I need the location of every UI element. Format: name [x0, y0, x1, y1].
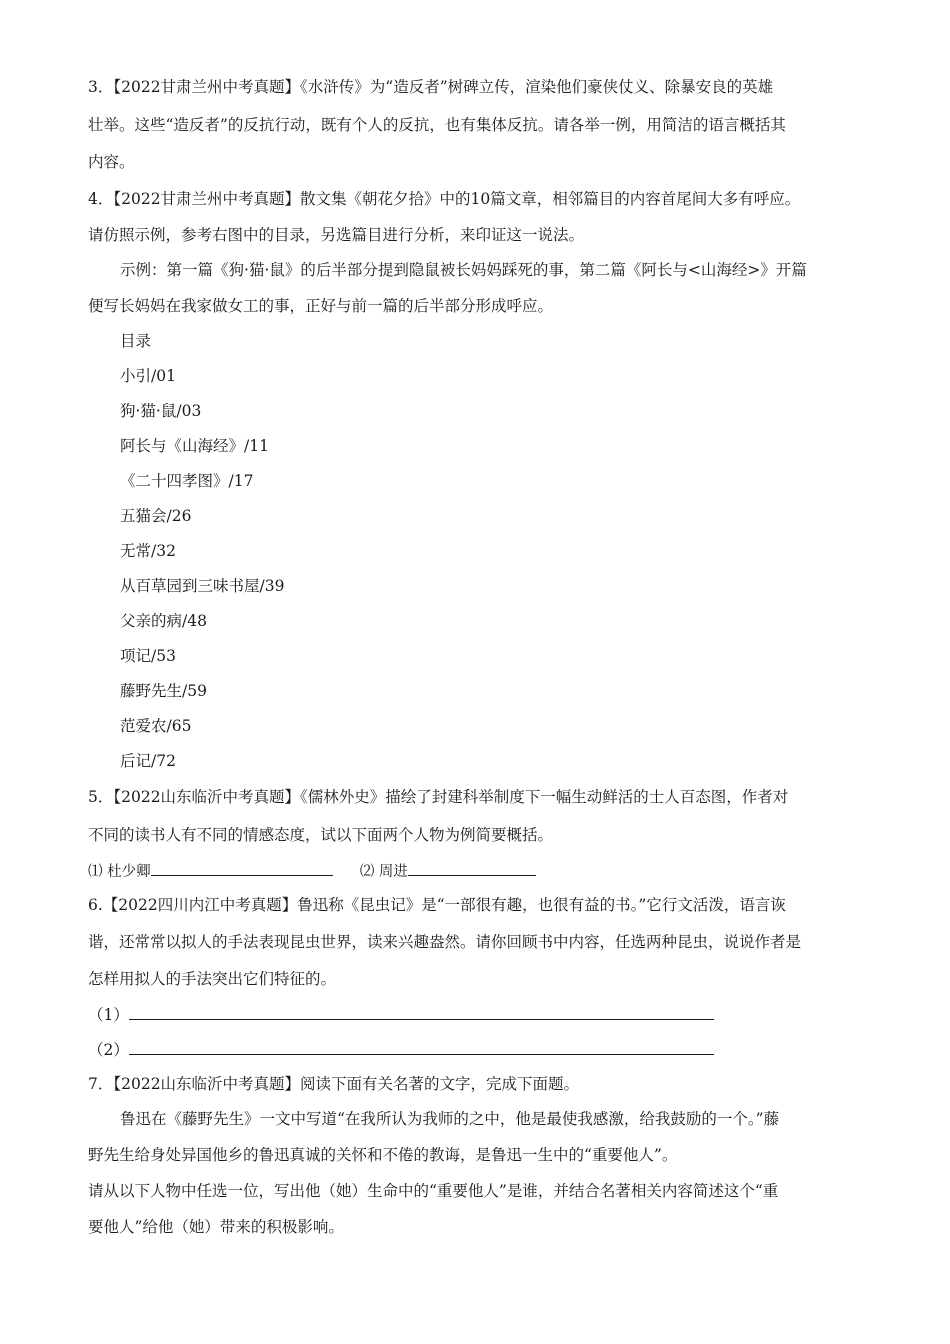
q7-prompt-line-2: 要他人”给他（她）带来的积极影响。	[88, 1218, 344, 1236]
q7-passage-line-2: 野先生给身处异国他乡的鲁迅真诚的关怀和不倦的教诲，是鲁迅一生中的“重要他人”。	[88, 1146, 678, 1164]
q5-answer-line	[88, 860, 868, 882]
q6-answer-line-1	[88, 1004, 868, 1025]
q5-line-1: 5．【2022山东临沂中考真题】《儒林外史》描绘了封建科举制度下一幅生动鲜活的士人百态图，作者对	[88, 788, 789, 806]
q6-answer-blank-1[interactable]	[129, 1004, 714, 1020]
q6-answer-label-2: （2）	[88, 1041, 129, 1059]
toc-item: 项记/53	[120, 647, 176, 665]
q6-line-1: 6.【2022四川内江中考真题】鲁迅称《昆虫记》是“一部很有趣，也很有益的书。”它行文活泼，语言诙	[88, 896, 786, 914]
q7-prompt-line-1: 请从以下人物中任选一位，写出他（她）生命中的“重要他人”是谁，并结合名著相关内容简述这个“重	[88, 1182, 779, 1200]
toc-item: 后记/72	[120, 752, 176, 770]
toc-item: 阿长与《山海经》/11	[120, 437, 269, 455]
toc-item: 范爱农/65	[120, 717, 192, 735]
q6-answer-blank-2[interactable]	[129, 1039, 714, 1055]
toc-item: 五猫会/26	[120, 507, 192, 525]
q6-line-2: 谐，还常常以拟人的手法表现昆虫世界，读来兴趣盎然。请你回顾书中内容，任选两种昆虫，说说作者是	[88, 933, 802, 951]
toc-item: 无常/32	[120, 542, 176, 560]
q6-answer-line-2	[88, 1039, 868, 1060]
q4-example-line-1: 示例：第一篇《狗·猫·鼠》的后半部分提到隐鼠被长妈妈踩死的事，第二篇《阿长与<山海经>》开篇	[120, 261, 807, 279]
q3-line-1: 3．【2022甘肃兰州中考真题】《水浒传》为“造反者”树碑立传，渲染他们豪侠仗义、除暴安良的英雄	[88, 78, 774, 96]
toc-item: 狗·猫·鼠/03	[120, 402, 202, 420]
q7-line-1: 7．【2022山东临沂中考真题】阅读下面有关名著的文字，完成下面题。	[88, 1075, 580, 1093]
toc-item: 小引/01	[120, 367, 176, 385]
q5-line-2: 不同的读书人有不同的情感态度，试以下面两个人物为例简要概括。	[88, 826, 554, 844]
q4-line-1: 4．【2022甘肃兰州中考真题】散文集《朝花夕拾》中的10篇文章，相邻篇目的内容首尾间大多有呼应。	[88, 190, 801, 208]
toc-title: 目录	[120, 332, 152, 350]
q7-passage-line-1: 鲁迅在《藤野先生》一文中写道“在我所认为我师的之中，他是最使我感激，给我鼓励的一个。”藤	[120, 1110, 780, 1128]
toc-item: 从百草园到三味书屋/39	[120, 577, 285, 595]
q6-answer-label-1: （1）	[88, 1006, 129, 1024]
q6-line-3: 怎样用拟人的手法突出它们特征的。	[88, 970, 337, 988]
toc-item: 藤野先生/59	[120, 682, 207, 700]
q5-item-2-label: ⑵ 周进	[359, 864, 408, 880]
q5-item-1-label: ⑴ 杜少卿	[88, 864, 151, 880]
q4-line-2: 请仿照示例，参考右图中的目录，另选篇目进行分析，来印证这一说法。	[88, 226, 585, 244]
q5-answer-blank-2[interactable]	[408, 860, 536, 876]
toc-item: 《二十四孝图》/17	[120, 472, 254, 490]
q3-line-3: 内容。	[88, 153, 135, 171]
toc-item: 父亲的病/48	[120, 612, 207, 630]
q3-line-2: 壮举。这些“造反者”的反抗行动，既有个人的反抗，也有集体反抗。请各举一例，用简洁的语言概括其	[88, 116, 786, 134]
q5-answer-blank-1[interactable]	[151, 860, 333, 876]
q4-example-line-2: 便写长妈妈在我家做女工的事，正好与前一篇的后半部分形成呼应。	[88, 297, 554, 315]
